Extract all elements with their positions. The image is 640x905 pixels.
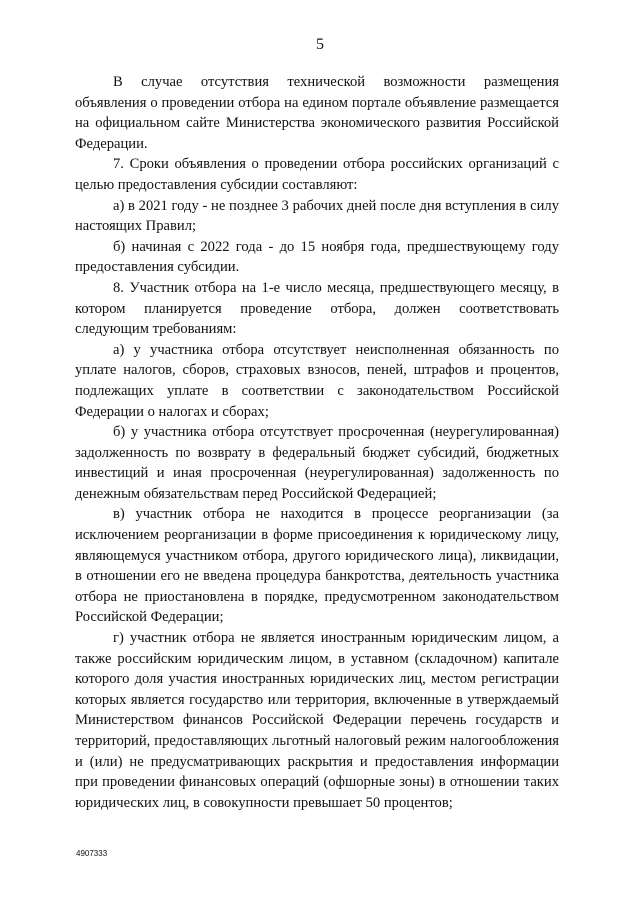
paragraph-8-requirements: 8. Участник отбора на 1-е число месяца, предшествующего месяцу, в котором планируется проведение отбора, должен соответствовать следующим требованиям: — [75, 279, 559, 338]
paragraph-8b: б) у участника отбора отсутствует просроченная (неурегулированная) задолженность по возврату в федеральный бюджет субсидий, бюджетных инвестиций и иная просроченная (неурегулированная) задолженность по денежным обязательствам перед Российской Федерацией; — [75, 424, 559, 502]
document-body — [75, 72, 559, 813]
paragraph-7b: б) начиная с 2022 года - до 15 ноября года, предшествующему году предоставления субсидии. — [75, 238, 559, 276]
document-id: 4907333 — [76, 849, 108, 858]
paragraph-8a: а) у участника отбора отсутствует неисполненная обязанность по уплате налогов, сборов, страховых взносов, пеней, штрафов и процентов, подлежащих уплате в соответствии с законодательством Российской Федерации о налогах и сборах; — [75, 341, 559, 420]
page-number: 5 — [316, 36, 324, 53]
paragraph-7-deadlines: 7. Сроки объявления о проведении отбора российских организаций с целью предоставления субсидии составляют: — [75, 156, 559, 193]
paragraph-7a: а) в 2021 году - не позднее 3 рабочих дней после дня вступления в силу настоящих Правил; — [75, 197, 559, 235]
paragraph-8g: г) участник отбора не является иностранным юридическим лицом, а также российским юридическим лицом, в уставном (складочном) капитале которого доля участия иностранных юридических лиц, местом регистрации которых является государство или территория, включенные в утверждаемый Министерством финансов Российской Федерации перечень государств и территорий, предоставляющих льготный налоговый режим налогообложения и (или) не предусматривающих раскрытия и предоставления информации при проведении финансовых операций (офшорные зоны) в отношении таких юридических лиц, в совокупности превышает 50 процентов; — [75, 630, 559, 811]
paragraph-placement-notice: В случае отсутствия технической возможности размещения объявления о проведении отбора на едином портале объявление размещается на официальном сайте Министерства экономического развития Российской Федерации. — [75, 74, 559, 152]
paragraph-8v: в) участник отбора не находится в процессе реорганизации (за исключением реорганизации в форме присоединения к юридическому лицу, являющемуся участником отбора, другого юридического лица), ликвидации, в отношении его не введена процедура банкротства, деятельность участника отбора не приостановлена в порядке, предусмотренном законодательством Российской Федерации; — [75, 506, 559, 626]
